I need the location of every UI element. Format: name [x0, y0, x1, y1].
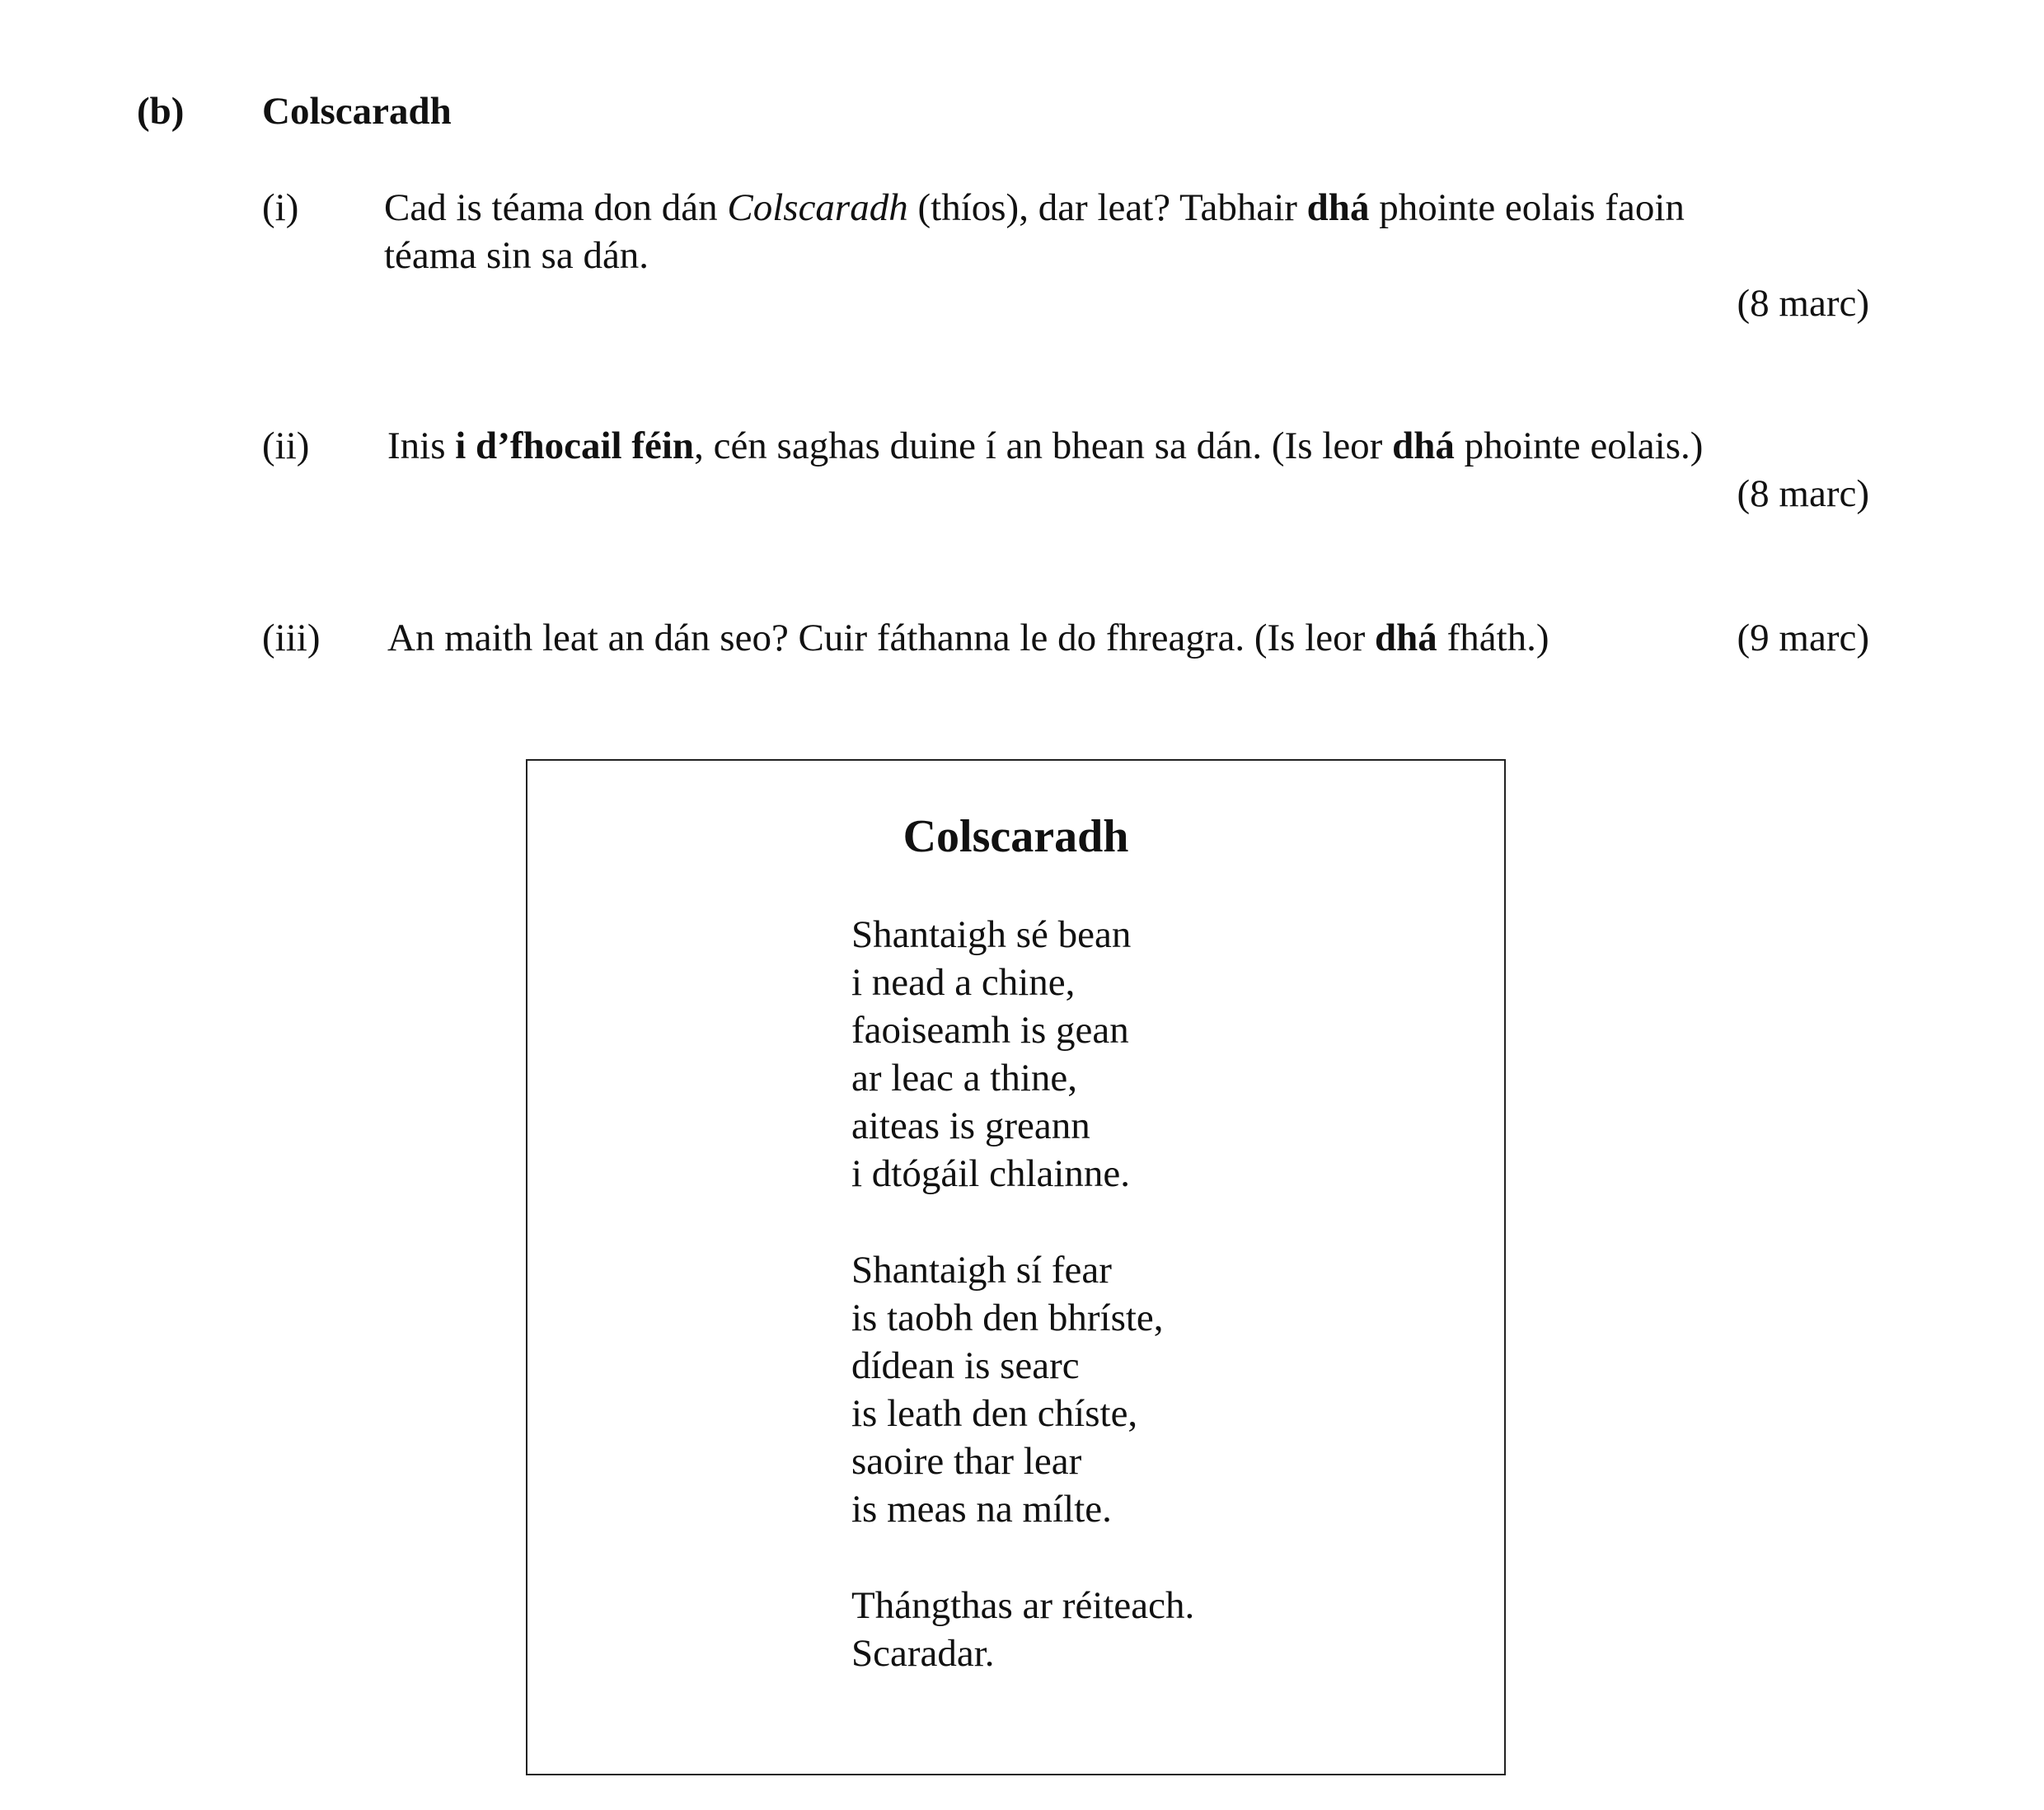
poem-line: Thángthas ar réiteach. — [851, 1584, 1195, 1627]
poem-line: dídean is searc — [851, 1344, 1080, 1387]
question-number-iii: (iii) — [262, 617, 321, 659]
poem-line: is leath den chíste, — [851, 1392, 1138, 1435]
poem-box — [526, 759, 1506, 1775]
section-title: Colscaradh — [262, 90, 452, 133]
poem-line: ar leac a thine, — [851, 1057, 1077, 1100]
question-text-ii — [387, 422, 1703, 470]
question-text-i-line2: téama sin sa dán. — [384, 234, 649, 277]
emphasis-bold: i d’fhocail féin — [455, 424, 695, 467]
question-text-i-line1 — [384, 184, 1685, 232]
emphasis-bold: dhá — [1306, 186, 1370, 229]
question-iii-text-part: fháth.) — [1437, 617, 1549, 659]
question-text-iii — [387, 614, 1549, 662]
emphasis-bold: dhá — [1375, 617, 1437, 659]
question-ii-text-part: , cén saghas duine í an bhean sa dán. (Is leor — [694, 424, 1393, 467]
question-ii-text-part: Inis — [387, 424, 456, 467]
question-i-text-part: Cad is téama don dán — [384, 186, 728, 229]
question-ii-text-part: phointe eolais.) — [1454, 424, 1704, 467]
marks-iii: (9 marc) — [1737, 617, 1869, 659]
question-iii-text-part: An maith leat an dán seo? Cuir fáthanna le do fhreagra. (Is leor — [387, 617, 1376, 659]
question-number-i: (i) — [262, 186, 299, 229]
poem-title-italic: Colscaradh — [727, 186, 908, 229]
poem-line: saoire thar lear — [851, 1440, 1082, 1483]
emphasis-bold: dhá — [1392, 424, 1455, 467]
poem-stanza-2 — [851, 1246, 1164, 1533]
question-i-text-part: (thíos), dar leat? Tabhair — [907, 186, 1307, 229]
poem-line: Shantaigh sí fear — [851, 1249, 1112, 1292]
poem-line: aiteas is greann — [851, 1104, 1090, 1147]
poem-line: faoiseamh is gean — [851, 1009, 1129, 1052]
poem-stanza-1 — [851, 911, 1131, 1198]
poem-line: i nead a chine, — [851, 961, 1076, 1004]
poem-line: Shantaigh sé bean — [851, 913, 1132, 956]
poem-line: is meas na mílte. — [851, 1488, 1112, 1531]
section-label: (b) — [137, 90, 185, 133]
poem-title: Colscaradh — [902, 811, 1129, 862]
question-number-ii: (ii) — [262, 424, 310, 467]
poem-line: is taobh den bhríste, — [851, 1297, 1164, 1339]
poem-line: Scaradar. — [851, 1632, 995, 1675]
poem-line: i dtógáil chlainne. — [851, 1152, 1131, 1195]
marks-ii: (8 marc) — [1737, 472, 1869, 515]
poem-stanza-3 — [851, 1582, 1194, 1677]
marks-i: (8 marc) — [1737, 282, 1869, 325]
question-i-text-part: phointe eolais faoin — [1369, 186, 1685, 229]
